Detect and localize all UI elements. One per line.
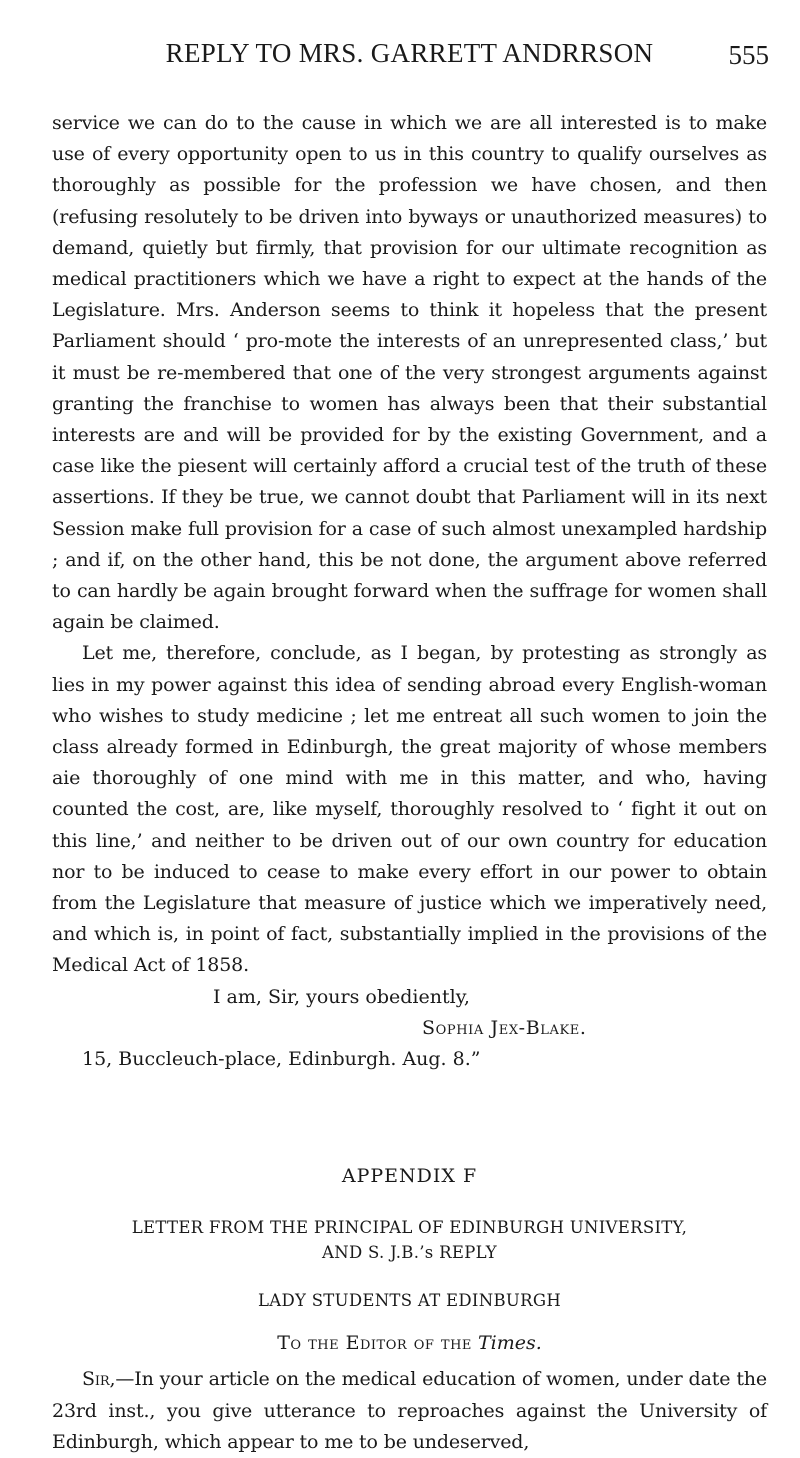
paragraph: Let me, therefore, conclude, as I began, by protesting as strongly as lies in my power against this idea of sending abroad every English-woman who wishes to study medicine ; let me entreat all such women to join the class already formed in Edinburgh, the great majority of whose members aie thoroughly of one mind with me in this matter, and who, having counted the cost, are, like myself, thoroughly resolved to ‘ fight it out on this line,’ and neither to be driven out of our own country for education nor to be induced to cease to make every effort in our power to obtain from the Legislature that measure of justice which we imperatively need, and which is, in point of fact, substantially implied in the provisions of the Medical Act of 1858. — [52, 642, 767, 977]
letter-continuation — [52, 108, 767, 982]
letter-closing — [52, 982, 767, 1076]
paragraph — [52, 1364, 767, 1458]
newspaper-name: Times. — [477, 1332, 542, 1355]
page-number: 555 — [728, 40, 769, 70]
salutation: Sir, — [82, 1368, 116, 1391]
appendix-subtitle-line: AND S. J.B.’s REPLY — [321, 1243, 497, 1263]
appendix-letter — [52, 1364, 767, 1458]
addressee-prefix: To the Editor of the — [277, 1332, 472, 1355]
appendix-title: APPENDIX F — [341, 1165, 478, 1188]
paragraph: service we can do to the cause in which we are all interested is to make use of every opportunity open to us in this country to qualify ourselves as thoroughly as possible for the profession we have chosen, and then (refusing resolutely to be driven into byways or unauthorized measures) to demand, quietly but firmly, that provision for our ultimate recognition as medical practitioners which we have a right to expect at the hands of the Legislature. Mrs. Anderson seems to think it hopeless that the present Parliament should ‘ pro-mote the interests of an unrepresented class,’ but it must be re-membered that one of the very strongest arguments against granting the franchise to women has always been that their substantial interests are and will be provided for by the existing Government, and a case like the piesent will certainly afford a crucial test of the truth of these assertions. If they be true, we cannot doubt that Parliament will in its next Session make full provision for a case of such almost unexampled hardship ; and if, on the other hand, this be not done, the argument above referred to can hardly be again brought forward when the suffrage for women shall again be claimed. — [52, 112, 767, 634]
addressee-line — [52, 1332, 767, 1354]
signature: Sophia Jex-Blake. — [422, 1016, 587, 1039]
letter-text: —In your article on the medical education of women, under date the 23rd inst., you give utterance to reproaches against the University of Edinburgh, which appear to me to be undeserved, — [52, 1368, 767, 1453]
sender-address: 15, Buccleuch-place, Edinburgh. Aug. 8.” — [82, 1048, 481, 1071]
book-page — [52, 38, 767, 1458]
appendix-subtitle — [52, 1215, 767, 1265]
running-title: REPLY TO MRS. GARRETT ANDRRSON — [165, 38, 654, 68]
valediction: I am, Sir, yours obediently, — [213, 985, 470, 1008]
section-heading: LADY STUDENTS AT EDINBURGH — [257, 1291, 562, 1311]
appendix-subtitle-line: LETTER FROM THE PRINCIPAL OF EDINBURGH UNIVERSITY, — [131, 1218, 688, 1238]
running-header — [52, 38, 767, 82]
